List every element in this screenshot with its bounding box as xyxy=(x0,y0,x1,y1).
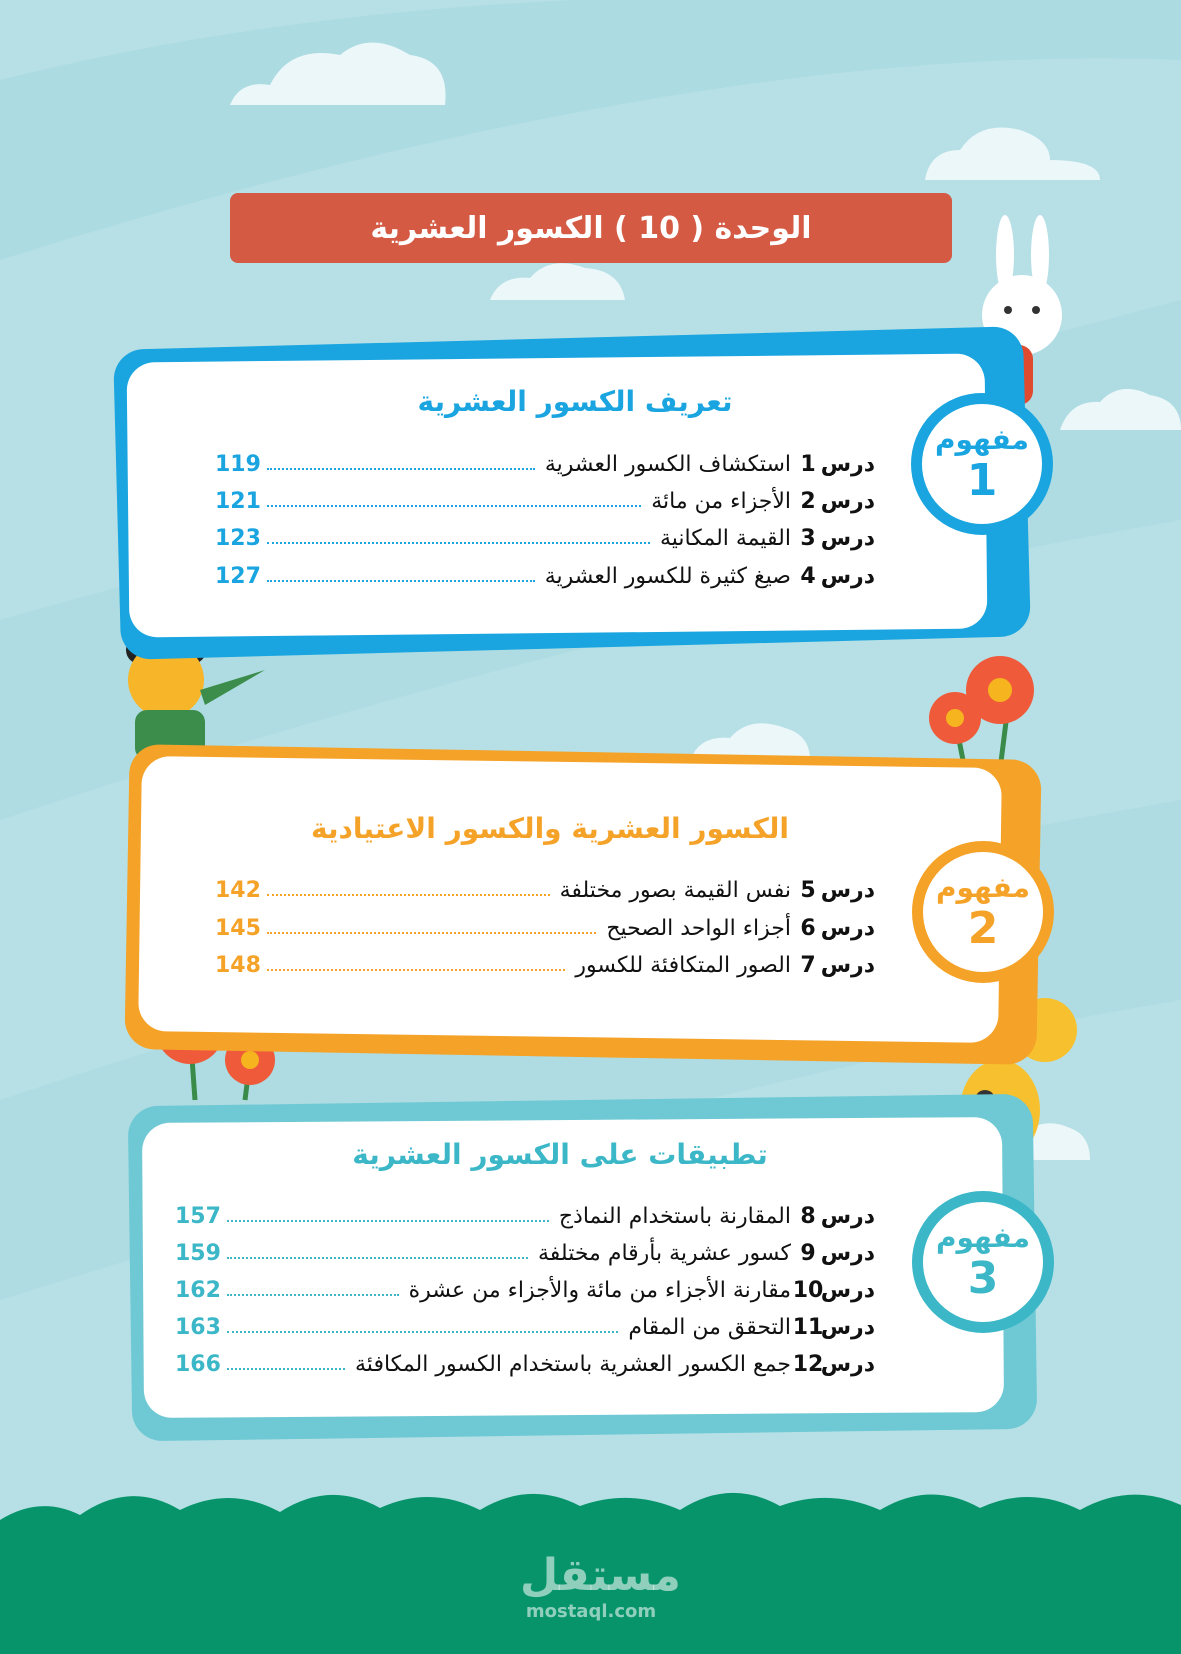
toc-entry[interactable] xyxy=(175,1348,875,1380)
lesson-page: 163 xyxy=(175,1314,221,1340)
toc-entry[interactable] xyxy=(215,485,875,517)
concept-badge xyxy=(911,393,1053,535)
leader-dots xyxy=(267,894,550,896)
lesson-word: درس xyxy=(820,1203,875,1229)
leader-dots xyxy=(227,1257,528,1259)
lesson-word: درس xyxy=(820,1240,875,1266)
lesson-page: 159 xyxy=(175,1240,221,1266)
lesson-page: 142 xyxy=(215,877,261,903)
lesson-title: الصور المتكافئة للكسور xyxy=(575,952,791,978)
leader-dots xyxy=(267,969,565,971)
lesson-number: 7 xyxy=(800,952,816,978)
concept-badge xyxy=(912,841,1054,983)
lesson-word: درس xyxy=(820,915,875,941)
leader-dots xyxy=(267,468,535,470)
lesson-title: استكشاف الكسور العشرية xyxy=(544,451,791,477)
lesson-title: أجزاء الواحد الصحيح xyxy=(606,915,791,941)
badge-number: 2 xyxy=(967,903,999,954)
toc-entry[interactable] xyxy=(215,560,875,592)
lesson-number: 11 xyxy=(792,1314,824,1340)
badge-word: مفهوم xyxy=(935,871,1031,904)
lesson-number: 5 xyxy=(800,877,816,903)
lesson-word: درس xyxy=(820,877,875,903)
lesson-page: 157 xyxy=(175,1203,221,1229)
lesson-page: 166 xyxy=(175,1351,221,1377)
lesson-number: 4 xyxy=(800,563,816,589)
lesson-word: درس xyxy=(820,1351,875,1377)
lesson-page: 145 xyxy=(215,915,261,941)
lesson-page: 162 xyxy=(175,1277,221,1303)
lesson-page: 148 xyxy=(215,952,261,978)
lesson-title: المقارنة باستخدام النماذج xyxy=(558,1203,791,1229)
watermark-arabic: مستقل xyxy=(520,1550,681,1601)
lesson-title: التحقق من المقام xyxy=(628,1314,791,1340)
lesson-title: نفس القيمة بصور مختلفة xyxy=(559,877,791,903)
badge-word: مفهوم xyxy=(934,423,1030,456)
lesson-page: 123 xyxy=(215,525,261,551)
concept-title: تعريف الكسور العشرية xyxy=(417,385,733,418)
lesson-number: 9 xyxy=(800,1240,816,1266)
toc-entry[interactable] xyxy=(175,1311,875,1343)
lesson-title: مقارنة الأجزاء من مائة والأجزاء من عشرة xyxy=(408,1277,791,1303)
toc-entry[interactable] xyxy=(175,1237,875,1269)
lesson-title: صيغ كثيرة للكسور العشرية xyxy=(544,563,791,589)
lesson-number: 10 xyxy=(792,1277,824,1303)
lesson-number: 3 xyxy=(800,525,816,551)
toc-entry[interactable] xyxy=(175,1274,875,1306)
lesson-word: درس xyxy=(820,563,875,589)
lesson-number: 12 xyxy=(792,1351,824,1377)
toc-entry[interactable] xyxy=(215,448,875,480)
lesson-word: درس xyxy=(820,488,875,514)
leader-dots xyxy=(267,542,650,544)
leader-dots xyxy=(227,1368,345,1370)
concept-badge xyxy=(912,1191,1054,1333)
lesson-word: درس xyxy=(820,1314,875,1340)
lesson-word: درس xyxy=(820,525,875,551)
lesson-number: 8 xyxy=(800,1203,816,1229)
leader-dots xyxy=(267,505,641,507)
unit-title: الوحدة ( 10 ) الكسور العشرية xyxy=(370,210,812,246)
lesson-title: القيمة المكانية xyxy=(659,525,791,551)
watermark-latin: mostaql.com xyxy=(525,1601,657,1622)
lesson-word: درس xyxy=(820,1277,875,1303)
leader-dots xyxy=(267,932,596,934)
watermark-logo xyxy=(520,1550,681,1622)
lesson-number: 6 xyxy=(800,915,816,941)
lesson-word: درس xyxy=(820,952,875,978)
unit-title-banner xyxy=(230,193,952,263)
lesson-page: 121 xyxy=(215,488,261,514)
concept-title: تطبيقات على الكسور العشرية xyxy=(352,1138,768,1171)
toc-entry[interactable] xyxy=(215,912,875,944)
lesson-page: 119 xyxy=(215,451,261,477)
lesson-title: الأجزاء من مائة xyxy=(651,488,791,514)
lesson-title: جمع الكسور العشرية باستخدام الكسور المكافئة xyxy=(355,1351,791,1377)
lesson-word: درس xyxy=(820,451,875,477)
lesson-number: 2 xyxy=(800,488,816,514)
leader-dots xyxy=(227,1220,549,1222)
leader-dots xyxy=(227,1294,399,1296)
lesson-number: 1 xyxy=(800,451,816,477)
concept-title: الكسور العشرية والكسور الاعتيادية xyxy=(311,812,789,845)
badge-word: مفهوم xyxy=(935,1221,1031,1254)
toc-entry[interactable] xyxy=(215,522,875,554)
lesson-title: كسور عشرية بأرقام مختلفة xyxy=(538,1240,791,1266)
lesson-page: 127 xyxy=(215,563,261,589)
toc-entry[interactable] xyxy=(175,1200,875,1232)
badge-number: 1 xyxy=(966,455,998,506)
leader-dots xyxy=(227,1331,618,1333)
toc-entry[interactable] xyxy=(215,949,875,981)
leader-dots xyxy=(267,580,535,582)
badge-number: 3 xyxy=(967,1253,999,1304)
toc-entry[interactable] xyxy=(215,874,875,906)
